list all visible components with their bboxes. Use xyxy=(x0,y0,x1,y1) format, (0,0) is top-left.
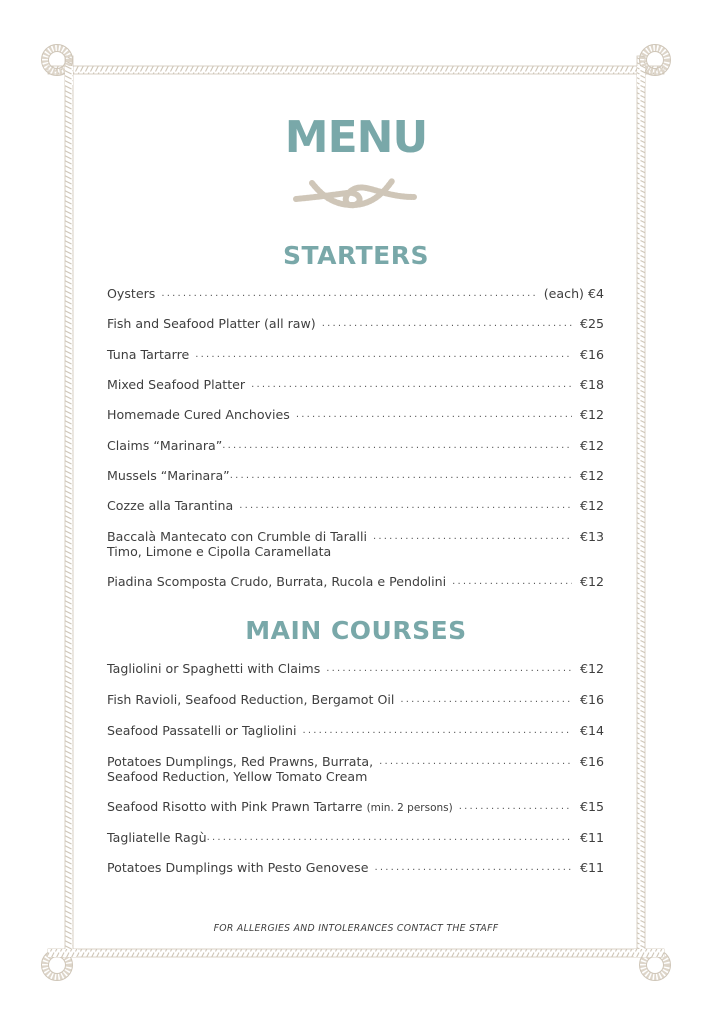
dot-leader xyxy=(379,754,572,769)
item-price: €12 xyxy=(579,661,604,676)
dot-leader xyxy=(207,830,572,845)
item-name: Baccalà Mantecato con Crumble di Taralli xyxy=(107,529,367,544)
allergy-notice: FOR ALLERGIES AND INTOLERANCES CONTACT THE STAFF xyxy=(213,923,499,934)
item-description: Seafood Reduction, Yellow Tomato Cream xyxy=(107,769,368,784)
item-price: €12 xyxy=(579,407,604,422)
item-name: Mixed Seafood Platter xyxy=(107,377,246,392)
item-name: Seafood Passatelli or Tagliolini xyxy=(107,723,297,738)
item-price: €14 xyxy=(579,723,604,738)
item-name: Tagliatelle Ragù xyxy=(107,830,207,845)
menu-item xyxy=(107,799,604,816)
dot-leader xyxy=(326,661,572,676)
item-name: Fish Ravioli, Seafood Reduction, Bergamot Oil xyxy=(107,692,395,707)
item-name: Claims “Marinara” xyxy=(107,438,223,453)
menu-item xyxy=(107,498,604,513)
menu-item xyxy=(107,286,604,301)
item-name: Tuna Tartarre xyxy=(107,347,190,362)
item-price: €18 xyxy=(579,377,604,392)
item-name-text: Seafood Risotto with Pink Prawn Tartarre xyxy=(107,799,363,814)
section-title-main-courses: MAIN COURSES xyxy=(245,616,467,645)
dot-leader xyxy=(251,377,572,392)
item-name: Oysters xyxy=(107,286,156,301)
item-name: Potatoes Dumplings, Red Prawns, Burrata, xyxy=(107,754,374,769)
dot-leader xyxy=(452,574,572,589)
item-name: Homemade Cured Anchovies xyxy=(107,407,290,422)
menu-item xyxy=(107,316,604,331)
dot-leader xyxy=(222,438,572,453)
dot-leader xyxy=(374,860,571,875)
menu-item xyxy=(107,438,604,453)
item-name: Tagliolini or Spaghetti with Claims xyxy=(107,661,321,676)
item-name xyxy=(107,799,459,816)
dot-leader xyxy=(400,692,572,707)
menu-item xyxy=(107,754,604,784)
menu-item xyxy=(107,468,604,483)
item-name: Potatoes Dumplings with Pesto Genovese xyxy=(107,860,369,875)
item-name: Mussels “Marinara” xyxy=(107,468,230,483)
item-price: €12 xyxy=(579,438,604,453)
dot-leader xyxy=(322,316,572,331)
item-price: €12 xyxy=(579,468,604,483)
item-name: Cozze alla Tarantina xyxy=(107,498,234,513)
menu-item xyxy=(107,692,604,707)
menu-item xyxy=(107,347,604,362)
item-price: €12 xyxy=(579,574,604,589)
menu-item xyxy=(107,529,604,559)
item-price: €16 xyxy=(579,754,604,769)
item-price: (each) €4 xyxy=(543,286,604,301)
item-price: €16 xyxy=(579,692,604,707)
dot-leader xyxy=(296,407,572,422)
menu-item xyxy=(107,723,604,738)
item-price: €16 xyxy=(579,347,604,362)
item-price: €13 xyxy=(579,529,604,544)
item-price: €15 xyxy=(579,799,604,814)
dot-leader xyxy=(373,529,572,544)
dot-leader xyxy=(161,286,535,301)
menu-item xyxy=(107,661,604,676)
item-price: €25 xyxy=(579,316,604,331)
item-name: Piadina Scomposta Crudo, Burrata, Rucola e Pendolini xyxy=(107,574,447,589)
dot-leader xyxy=(230,468,572,483)
menu-item xyxy=(107,830,604,845)
item-price: €11 xyxy=(579,860,604,875)
page-title: MENU xyxy=(284,112,428,163)
dot-leader xyxy=(239,498,572,513)
item-description: Timo, Limone e Cipolla Caramellata xyxy=(107,544,332,559)
menu-item xyxy=(107,407,604,422)
menu-item xyxy=(107,860,604,875)
dot-leader xyxy=(459,799,572,814)
menu-item xyxy=(107,377,604,392)
dot-leader xyxy=(195,347,572,362)
item-note: (min. 2 persons) xyxy=(366,802,453,814)
section-title-starters: STARTERS xyxy=(283,241,429,270)
rope-knot-icon xyxy=(292,177,418,211)
item-price: €12 xyxy=(579,498,604,513)
item-price: €11 xyxy=(579,830,604,845)
dot-leader xyxy=(302,723,571,738)
item-name: Fish and Seafood Platter (all raw) xyxy=(107,316,316,331)
menu-item xyxy=(107,574,604,589)
